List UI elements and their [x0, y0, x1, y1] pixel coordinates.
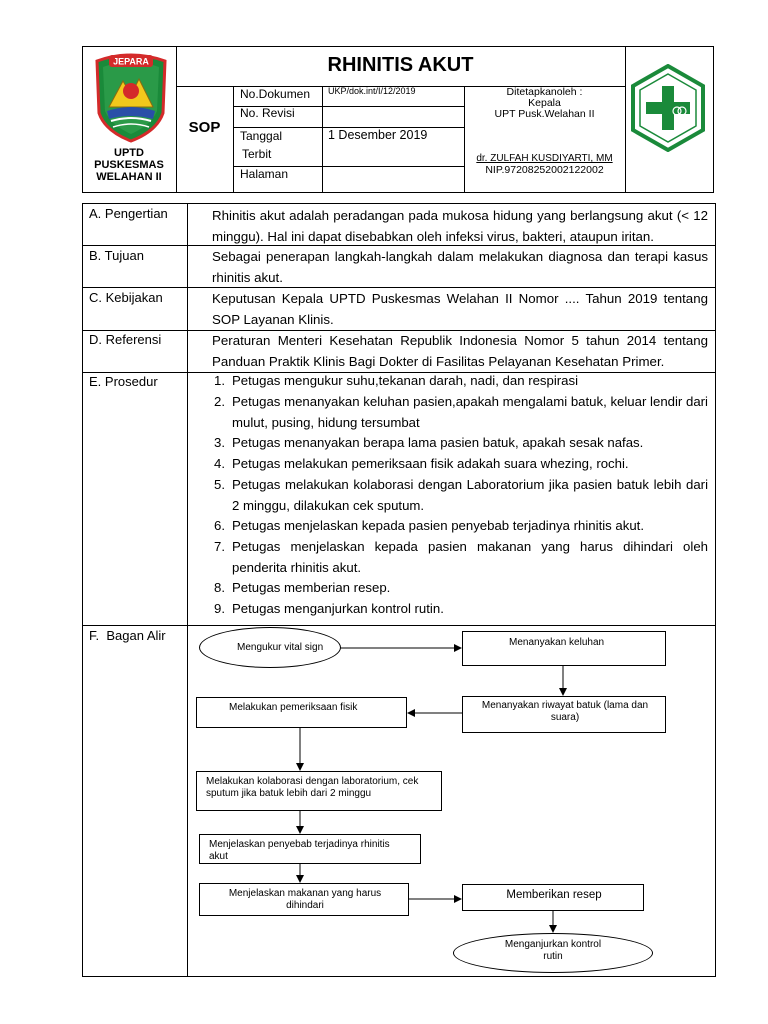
section-label-prosedur: E. Prosedur	[89, 374, 158, 389]
step-number: 3.	[214, 435, 225, 450]
no-revisi-label: No. Revisi	[240, 106, 295, 120]
step-text: Petugas melakukan pemeriksaan fisik adakah suara whezing, rochi.	[232, 456, 629, 471]
step-text: Petugas memberian resep.	[232, 580, 391, 595]
step-number: 5.	[214, 477, 225, 492]
halaman-label: Halaman	[240, 167, 289, 181]
referensi-text: Peraturan Menteri Kesehatan Republik Indonesia Nomor 5 tahun 2014 tentang Panduan Praktik Klinis Bagi Dokter di Fasilitas Pelayanan Kesehatan Primer.	[212, 333, 708, 369]
flow-node-vital-sign	[199, 627, 341, 668]
step-text: Petugas menanyakan keluhan pasien,apakah mengalami batuk, keluar lendir dari mulut, pusing, hidung tersumbat	[232, 394, 708, 430]
approval-line-3: UPT Pusk.Welahan II	[494, 108, 595, 120]
flow-node-keluhan	[462, 631, 666, 666]
section-label-bagan-alir: F. Bagan Alir	[89, 628, 166, 643]
flow-node-label: Menganjurkan kontrol rutin	[504, 939, 602, 962]
flow-node-label: Melakukan pemeriksaan fisik	[229, 702, 358, 713]
step-text: Petugas menanyakan berapa lama pasien batuk, apakah sesak nafas.	[232, 435, 644, 450]
flow-node-label: Menanyakan riwayat batuk (lama dan suara)	[481, 700, 649, 723]
step-number: 8.	[214, 580, 225, 595]
step-text: Petugas menjelaskan kepada pasien makanan yang harus dihindari oleh penderita rhinitis akut.	[232, 539, 708, 575]
pengertian-text: Rhinitis akut adalah peradangan pada mukosa hidung yang berlangsung akut (< 12 minggu). Hal ini dapat disebabkan oleh infeksi virus, bakteri, ataupun iritan.	[212, 208, 708, 244]
approval-nip: NIP.97208252002122002	[485, 164, 604, 176]
no-dokumen-value: UKP/dok.int/I/12/2019	[328, 86, 416, 96]
flow-node-label: Mengukur vital sign	[237, 642, 324, 653]
flow-node-label: Melakukan kolaborasi dengan laboratorium, cek sputum jika batuk lebih dari 2 minggu	[206, 776, 419, 799]
flow-node-label: Menjelaskan makanan yang harus dihindari	[228, 888, 382, 911]
sop-label: SOP	[188, 119, 221, 136]
institution-line-2: PUSKESMAS	[94, 159, 164, 171]
flow-node-riwayat	[462, 696, 666, 733]
section-label-tujuan: B. Tujuan	[89, 248, 144, 263]
tujuan-text: Sebagai penerapan langkah-langkah dalam melakukan diagnosa dan terapi kasus rhinitis akut.	[212, 249, 708, 285]
approval-line-1: Ditetapkanoleh :	[506, 86, 583, 98]
section-label-kebijakan: C. Kebijakan	[89, 290, 163, 305]
no-dokumen-label: No.Dokumen	[240, 87, 311, 101]
institution-line-1: UPTD	[114, 147, 144, 159]
step-number: 4.	[214, 456, 225, 471]
flow-node-label: Memberikan resep	[506, 889, 602, 901]
section-label-referensi: D. Referensi	[89, 332, 162, 347]
flow-node-kolaborasi-lab	[196, 771, 442, 811]
tanggal-value: 1 Desember 2019	[328, 128, 428, 142]
flow-node-resep	[462, 884, 644, 911]
step-number: 2.	[214, 394, 225, 409]
flow-node-pemeriksaan-fisik	[196, 697, 407, 728]
flow-node-penyebab	[199, 834, 421, 864]
step-number: 9.	[214, 601, 225, 616]
flow-node-label: Menanyakan keluhan	[509, 637, 605, 648]
step-number: 6.	[214, 518, 225, 533]
step-number: 7.	[214, 539, 225, 554]
kebijakan-text: Keputusan Kepala UPTD Puskesmas Welahan II Nomor .... Tahun 2019 tentang SOP Layanan Klinis.	[212, 291, 708, 327]
step-text: Petugas menganjurkan kontrol rutin.	[232, 601, 444, 616]
terbit-label: Terbit	[242, 147, 272, 161]
approval-line-2: Kepala	[528, 97, 561, 109]
tanggal-label: Tanggal	[240, 129, 283, 143]
approval-name: dr. ZULFAH KUSDIYARTI, MM	[476, 153, 613, 164]
page-title: RHINITIS AKUT	[327, 54, 474, 76]
step-text: Petugas menjelaskan kepada pasien penyebab terjadinya rhinitis akut.	[232, 518, 645, 533]
institution-line-3: WELAHAN II	[96, 171, 162, 183]
step-text: Petugas mengukur suhu,tekanan darah, nadi, dan respirasi	[232, 373, 579, 388]
step-number: 1.	[214, 373, 225, 388]
svg-text:JEPARA: JEPARA	[113, 56, 149, 67]
flow-node-makanan	[199, 883, 409, 916]
step-text: Petugas melakukan kolaborasi dengan Laboratorium jika pasien batuk lebih dari 2 minggu, dilakukan cek sputum.	[232, 477, 708, 513]
flow-node-label: Menjelaskan penyebab terjadinya rhinitis akut	[209, 839, 390, 862]
section-label-pengertian: A. Pengertian	[89, 206, 168, 221]
flow-node-kontrol	[453, 933, 653, 973]
